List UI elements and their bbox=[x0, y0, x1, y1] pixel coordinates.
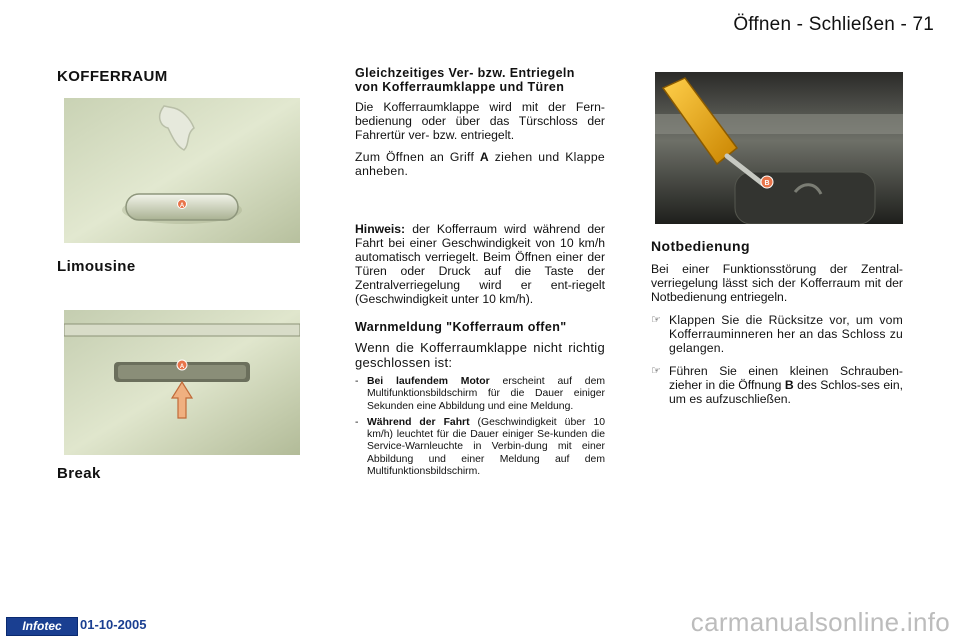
warn-item-1-body bbox=[367, 376, 605, 413]
bullet-1-text: Klappen Sie die Rücksitze vor, um vom Kofferrauminneren her an das Schloss zu gelangen. bbox=[669, 313, 903, 355]
para-fernbedienung: Die Kofferraumklappe wird mit der Fern-bedienung oder über das Türschloss der Fahrertür ver- bzw. entriegelt. bbox=[355, 100, 605, 142]
right-column bbox=[651, 238, 903, 406]
para-oeffnen-bold: A bbox=[479, 150, 490, 164]
bullet-2-body bbox=[669, 364, 903, 406]
warn-item-2-bold: Während der Fahrt bbox=[367, 416, 470, 428]
break-trunk-illustration bbox=[64, 310, 300, 455]
warn-intro: Wenn die Kofferraumklappe nicht richtig geschlossen ist: bbox=[355, 340, 605, 370]
bullet-2-text-2: des Schlos-ses ein, um es aufzuschließen. bbox=[669, 378, 903, 406]
limousine-trunk-photo bbox=[64, 98, 300, 243]
break-trunk-photo bbox=[64, 310, 300, 455]
section-title-kofferraum: KOFFERRAUM bbox=[57, 68, 168, 85]
warn-item-2-text: (Geschwindigkeit über 10 km/h) leuchtet für die Dauer einiger Se-kunden die Service-Warnleuchte in Verbin-dung mit einer Abbildung und einer Meldung auf dem Multifunktionsbildschirm. bbox=[367, 416, 606, 478]
infotec-logo: Infotec bbox=[6, 617, 78, 636]
caption-limousine: Limousine bbox=[57, 258, 136, 275]
warn-item-1-dash: - bbox=[355, 376, 359, 387]
label-a-break: A bbox=[179, 364, 185, 370]
title-gleichzeitiges: Gleichzeitiges Ver- bzw. Entriegeln von Kofferraumklappe und Türen bbox=[355, 66, 575, 94]
label-a-limousine: A bbox=[179, 203, 185, 209]
warn-item-2 bbox=[355, 417, 605, 478]
limousine-trunk-illustration bbox=[64, 98, 300, 243]
warn-item-1 bbox=[355, 376, 605, 413]
warn-title: Warnmeldung "Kofferraum offen" bbox=[355, 320, 567, 334]
caption-break: Break bbox=[57, 465, 101, 482]
bullet-hand-icon: ☞ bbox=[651, 364, 661, 377]
warn-section bbox=[355, 320, 605, 478]
page-header: Öffnen - Schließen - 71 bbox=[733, 14, 934, 35]
bullet-2-bold: B bbox=[784, 378, 794, 392]
hint-label: Hinweis: bbox=[355, 222, 406, 236]
bullet-2 bbox=[651, 364, 903, 406]
screwdriver-photo bbox=[655, 72, 903, 224]
screwdriver-illustration bbox=[655, 72, 903, 224]
para-oeffnen bbox=[355, 150, 605, 178]
bullet-1 bbox=[651, 313, 903, 355]
label-b-opening: B bbox=[764, 180, 770, 187]
para-oeffnen-text: Zum Öffnen an Griff bbox=[355, 150, 480, 164]
para-funktionsstoerung: Bei einer Funktionsstörung der Zentral-verriegelung lässt sich der Kofferraum mit der Notbedienung entriegeln. bbox=[651, 262, 903, 304]
warn-item-1-bold: Bei laufendem Motor bbox=[367, 376, 490, 387]
warn-item-2-dash: - bbox=[355, 416, 359, 428]
bullet-2-text: Führen Sie einen kleinen Schrauben-zieher in die Öffnung bbox=[669, 364, 903, 392]
bullet-hand-icon: ☞ bbox=[651, 313, 661, 326]
middle-column bbox=[355, 66, 605, 178]
hint-paragraph bbox=[355, 222, 605, 306]
hint-text: der Kofferraum wird während der Fahrt bei einer Geschwindigkeit von 10 km/h automatisch verriegelt. Beim Öffnen einer der Türen oder Druck auf die Taste der Zentralverriegelung wird er ent-riegelt (Geschwindigkeit unter 10 km/h). bbox=[355, 222, 605, 306]
warn-item-1-text: erscheint auf dem Multifunktionsbildschirm für die Dauer einiger Sekunden eine Abbildung und eine Meldung. bbox=[367, 376, 606, 412]
title-notbedienung: Notbedienung bbox=[651, 238, 750, 254]
footer-date: 01-10-2005 bbox=[80, 617, 147, 632]
watermark: carmanualsonline.info bbox=[690, 607, 950, 637]
warn-item-2-body bbox=[367, 417, 605, 478]
para-oeffnen-text-2: ziehen und Klappe anheben. bbox=[355, 150, 605, 178]
